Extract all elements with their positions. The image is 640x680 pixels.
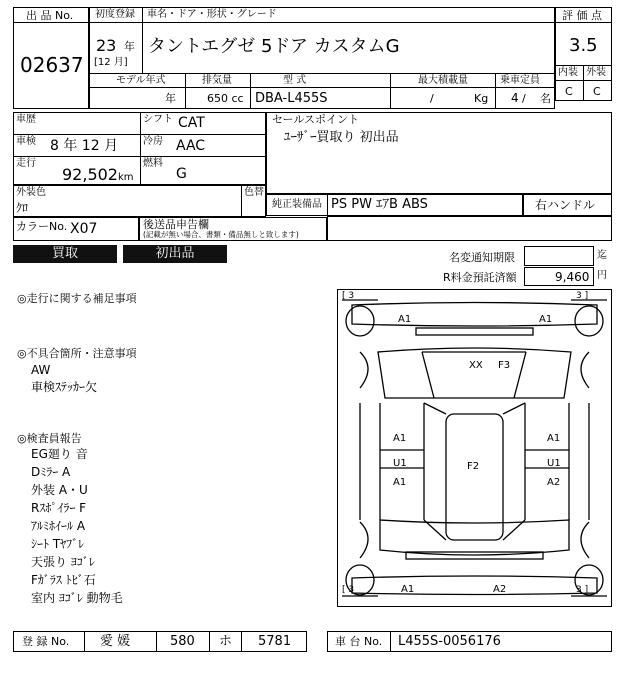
inspector-item: Rｽﾎﾟｲﾗｰ F (31, 501, 87, 515)
sales-point-text: ﾕｰｻﾞｰ買取り 初出品 (284, 130, 399, 145)
inspector-item: 天張り ﾖｺﾞﾚ (31, 555, 95, 569)
model-type-label: 型 式 (283, 75, 307, 86)
max-load-label: 最大積載量 (418, 75, 468, 86)
corner-bl: [ 3 (342, 585, 355, 595)
ac-value: AAC (176, 138, 206, 154)
car-name-label: 車名・ドア・形状・グレード (147, 9, 277, 20)
reg-label: 登 録 No. (22, 635, 70, 648)
first-reg-year: 23 (96, 36, 117, 55)
capacity-unit: 名 (540, 92, 551, 105)
damage-windshield-f3: F3 (498, 360, 511, 371)
inspector-item: ｱﾙﾐﾎｲｰﾙ A (31, 519, 86, 533)
reg-kana: ホ (219, 634, 233, 649)
lot-no-label: 出 品 No. (26, 9, 74, 22)
color-change-label: 色替 (244, 187, 264, 198)
recycle-value: 9,460 (555, 270, 590, 284)
aftermarket-label: 後送品申告欄 (143, 218, 209, 231)
model-type-value: DBA-L455S (255, 91, 328, 106)
corner-tr: 3 ] (576, 291, 589, 301)
damage-front-left: A1 (398, 314, 412, 325)
name-change-box (524, 246, 594, 266)
damage-rear-center: A2 (493, 584, 507, 595)
ext-color-label: 外装色 (16, 187, 46, 198)
inspector-item: EG廻り 音 (31, 447, 88, 461)
first-reg-year-unit: 年 (124, 40, 135, 53)
equipment-label: 純正装備品 (272, 199, 322, 210)
aftermarket-wide-box (327, 216, 612, 241)
corner-br: 3 ] (576, 585, 589, 595)
inspector-title: ◎検査員報告 (17, 432, 82, 445)
defect-item: AW (31, 363, 51, 377)
driving-notes-title: ◎走行に関する補足事項 (17, 292, 137, 305)
fuel-value: G (176, 166, 187, 182)
chassis-label: 車 台 No. (335, 635, 383, 648)
mileage-unit: km (118, 172, 134, 183)
damage-right-door-2: A2 (547, 477, 561, 488)
damage-left-door-1: A1 (393, 433, 407, 444)
max-load-unit: Kg (474, 92, 489, 105)
steering-value: 右ハンドル (535, 198, 596, 212)
chassis-value: L455S-0056176 (398, 634, 501, 649)
exterior-value: C (593, 85, 601, 98)
capacity-value: 4 (511, 91, 519, 105)
model-year-value: 年 (165, 92, 176, 105)
mileage-value: 92,502 (62, 165, 118, 184)
interior-label: 内装 (558, 67, 578, 78)
shift-label: シフト (143, 114, 173, 125)
reg-class: 580 (170, 634, 195, 649)
car-diagram (337, 289, 612, 607)
inspector-item: ｼｰﾄ Tﾔﾌﾞﾚ (31, 537, 85, 551)
first-reg-month: [12 月] (94, 57, 128, 68)
reg-number: 5781 (258, 634, 292, 649)
model-year-label: モデル年式 (116, 75, 166, 86)
color-no-value: X07 (70, 221, 98, 237)
displacement-label: 排気量 (202, 75, 232, 86)
capacity-label: 乗車定員 (500, 75, 540, 86)
damage-left-door-2: A1 (393, 477, 407, 488)
recycle-unit: 円 (597, 270, 607, 281)
inspection-value: 8 年 12 月 (50, 138, 119, 154)
lot-no-value: 02637 (20, 53, 84, 77)
car-diagram-outline (338, 290, 611, 606)
inspector-item: 外装 A・U (31, 483, 88, 497)
tag-hatsushuppin: 初出品 (123, 245, 227, 263)
fuel-label: 燃料 (143, 158, 163, 169)
aftermarket-note: (記載が無い場合、書類・備品無しと致します) (143, 230, 299, 239)
inspector-item: Dﾐﾗｰ A (31, 465, 71, 479)
damage-roof: F2 (467, 461, 480, 472)
damage-right-door-u: U1 (547, 458, 561, 469)
history-label: 車歴 (16, 114, 36, 125)
equipment-value: PS PW ｴｱB ABS (331, 197, 428, 212)
sales-point-label: セールスポイント (272, 113, 360, 126)
color-no-label: カラーNo. (16, 220, 68, 233)
shift-value: CAT (178, 115, 205, 131)
exterior-label: 外装 (586, 67, 606, 78)
mileage-label: 走行 (16, 158, 36, 169)
ac-label: 冷房 (143, 136, 163, 147)
color-box (13, 185, 266, 217)
damage-windshield-xx: XX (469, 360, 483, 371)
defects-title: ◎不具合箇所・注意事項 (17, 347, 137, 360)
ext-color-value: ｸﾛ (16, 201, 29, 215)
first-reg-label: 初度登録 (95, 9, 135, 20)
inspector-item: Fｶﾞﾗｽ ﾄﾋﾞ石 (31, 573, 96, 587)
inspector-item: 室内 ﾖｺﾞﾚ 動物毛 (31, 591, 123, 605)
damage-left-door-u: U1 (393, 458, 407, 469)
tag-kaitori: 買取 (13, 245, 117, 263)
damage-front-right: A1 (539, 314, 553, 325)
name-change-label: 名変通知期限 (449, 251, 515, 264)
capacity-sep: / (522, 92, 526, 105)
name-change-unit: 迄 (597, 250, 607, 261)
rating-value: 3.5 (569, 35, 598, 56)
defect-item: 車検ｽﾃｯｶｰ欠 (31, 380, 98, 394)
car-name: タントエグゼ 5ドア カスタムG (148, 36, 400, 57)
interior-value: C (565, 85, 573, 98)
damage-rear-left: A1 (401, 584, 415, 595)
damage-right-door-1: A1 (547, 433, 561, 444)
recycle-label: R料金預託済額 (443, 271, 517, 284)
corner-tl: [ 3 (342, 291, 355, 301)
inspection-label: 車検 (16, 136, 36, 147)
max-load-sep: / (430, 92, 434, 105)
displacement-value: 650 cc (207, 92, 244, 105)
rating-label: 評 価 点 (562, 9, 602, 22)
reg-region: 愛 媛 (100, 634, 131, 649)
